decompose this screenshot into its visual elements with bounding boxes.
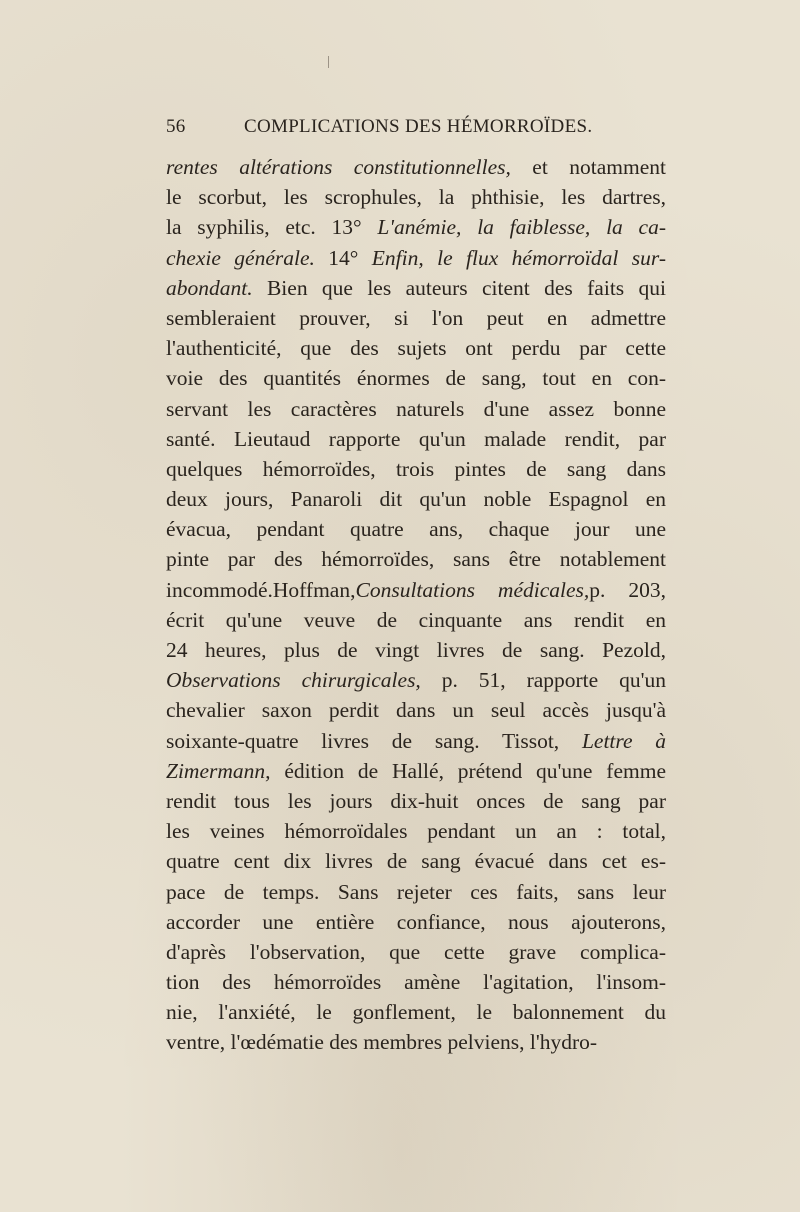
text-segment: et notamment <box>510 155 666 179</box>
text-line <box>166 273 666 303</box>
text-line <box>166 243 666 273</box>
italic-text: L'anémie, la faiblesse, la ca- <box>377 215 667 240</box>
page-header <box>166 116 660 142</box>
text-line <box>166 907 666 937</box>
text-segment: quatre cent dix livres de sang évacué dans cet es- <box>166 849 666 874</box>
page-number: 56 <box>166 116 186 137</box>
text-segment: soixante-quatre livres de sang. Tissot, <box>166 728 582 753</box>
text-line <box>166 665 666 695</box>
italic-text: Enfin, le flux hémorroïdal sur- <box>371 245 666 270</box>
text-line <box>166 877 666 907</box>
text-segment: pace de temps. Sans rejeter ces faits, sans leur <box>166 879 666 904</box>
text-line <box>166 363 666 393</box>
text-segment: quelques hémorroïdes, trois pintes de sang dans <box>166 456 666 481</box>
text-segment: chevalier saxon perdit dans un seul accès jusqu'à <box>166 698 666 723</box>
text-line <box>166 544 666 574</box>
text-line <box>166 182 666 212</box>
text-segment: voie des quantités énormes de sang, tout en con- <box>166 366 666 391</box>
text-segment: deux jours, Panaroli dit qu'un noble Espagnol en <box>166 487 666 512</box>
text-segment: ventre, l'œdématie des membres pelviens, l'hydro- <box>166 1030 598 1055</box>
text-line <box>166 484 666 514</box>
text-line <box>166 726 666 756</box>
text-segment: Bien que les auteurs citent des faits qui <box>252 275 666 300</box>
text-line <box>166 424 666 454</box>
text-line <box>166 635 666 665</box>
text-segment: incommodé.Hoffman, <box>166 577 356 602</box>
running-head: COMPLICATIONS DES HÉMORROÏDES. <box>244 116 593 137</box>
text-line <box>166 997 666 1027</box>
text-line <box>166 756 666 786</box>
text-line <box>166 937 666 967</box>
text-line <box>166 846 666 876</box>
text-line <box>166 1027 666 1057</box>
text-segment: rendit tous les jours dix-huit onces de sang par <box>166 788 666 813</box>
text-line <box>166 514 666 544</box>
text-line <box>166 816 666 846</box>
text-line <box>166 786 666 816</box>
text-segment: sembleraient prouver, si l'on peut en admettre <box>166 305 666 330</box>
text-segment: pinte par des hémorroïdes, sans être notablement <box>166 547 666 572</box>
text-line <box>166 575 666 605</box>
text-segment: la syphilis, etc. 13° <box>166 215 378 240</box>
text-segment: le scorbut, les scrophules, la phthisie, les dartres, <box>166 185 666 210</box>
text-line <box>166 695 666 725</box>
text-line <box>166 605 666 635</box>
text-line <box>166 333 666 363</box>
text-line <box>166 212 666 242</box>
italic-text: abondant. <box>166 275 253 300</box>
text-segment: 24 heures, plus de vingt livres de sang. Pezold, <box>166 638 666 662</box>
text-line <box>166 454 666 484</box>
text-segment: édition de Hallé, prétend qu'une femme <box>270 758 666 783</box>
text-segment: les veines hémorroïdales pendant un an : total, <box>166 819 666 844</box>
text-segment: écrit qu'une veuve de cinquante ans rendit en <box>166 607 666 632</box>
italic-text: Lettre à <box>581 728 666 753</box>
text-segment: 14° <box>314 245 372 270</box>
italic-text: chexie générale. <box>166 245 315 270</box>
text-segment: l'authenticité, que des sujets ont perdu par cette <box>166 336 666 361</box>
text-segment: p. 203, <box>589 577 667 602</box>
italic-text: Zimermann, <box>166 758 271 783</box>
italic-text: Observations chirurgicales, <box>166 668 421 693</box>
text-segment: servant les caractères naturels d'une assez bonne <box>166 396 666 421</box>
text-line <box>166 152 666 182</box>
italic-text: rentes altérations constitutionnelles, <box>166 155 511 179</box>
text-segment: d'après l'observation, que cette grave complica- <box>166 939 666 964</box>
text-segment: santé. Lieutaud rapporte qu'un malade rendit, par <box>166 426 666 451</box>
italic-text: Consultations médicales, <box>355 577 590 602</box>
text-segment: évacua, pendant quatre ans, chaque jour une <box>166 517 666 542</box>
text-line <box>166 303 666 333</box>
body-text <box>166 152 666 1058</box>
text-segment: p. 51, rapporte qu'un <box>420 668 666 693</box>
text-line <box>166 394 666 424</box>
text-segment: tion des hémorroïdes amène l'agitation, l'insom- <box>166 970 666 995</box>
text-segment: nie, l'anxiété, le gonflement, le balonnement du <box>166 1000 666 1025</box>
text-segment: accorder une entière confiance, nous ajouterons, <box>166 909 666 934</box>
text-line <box>166 967 666 997</box>
paper-mark <box>328 56 329 68</box>
